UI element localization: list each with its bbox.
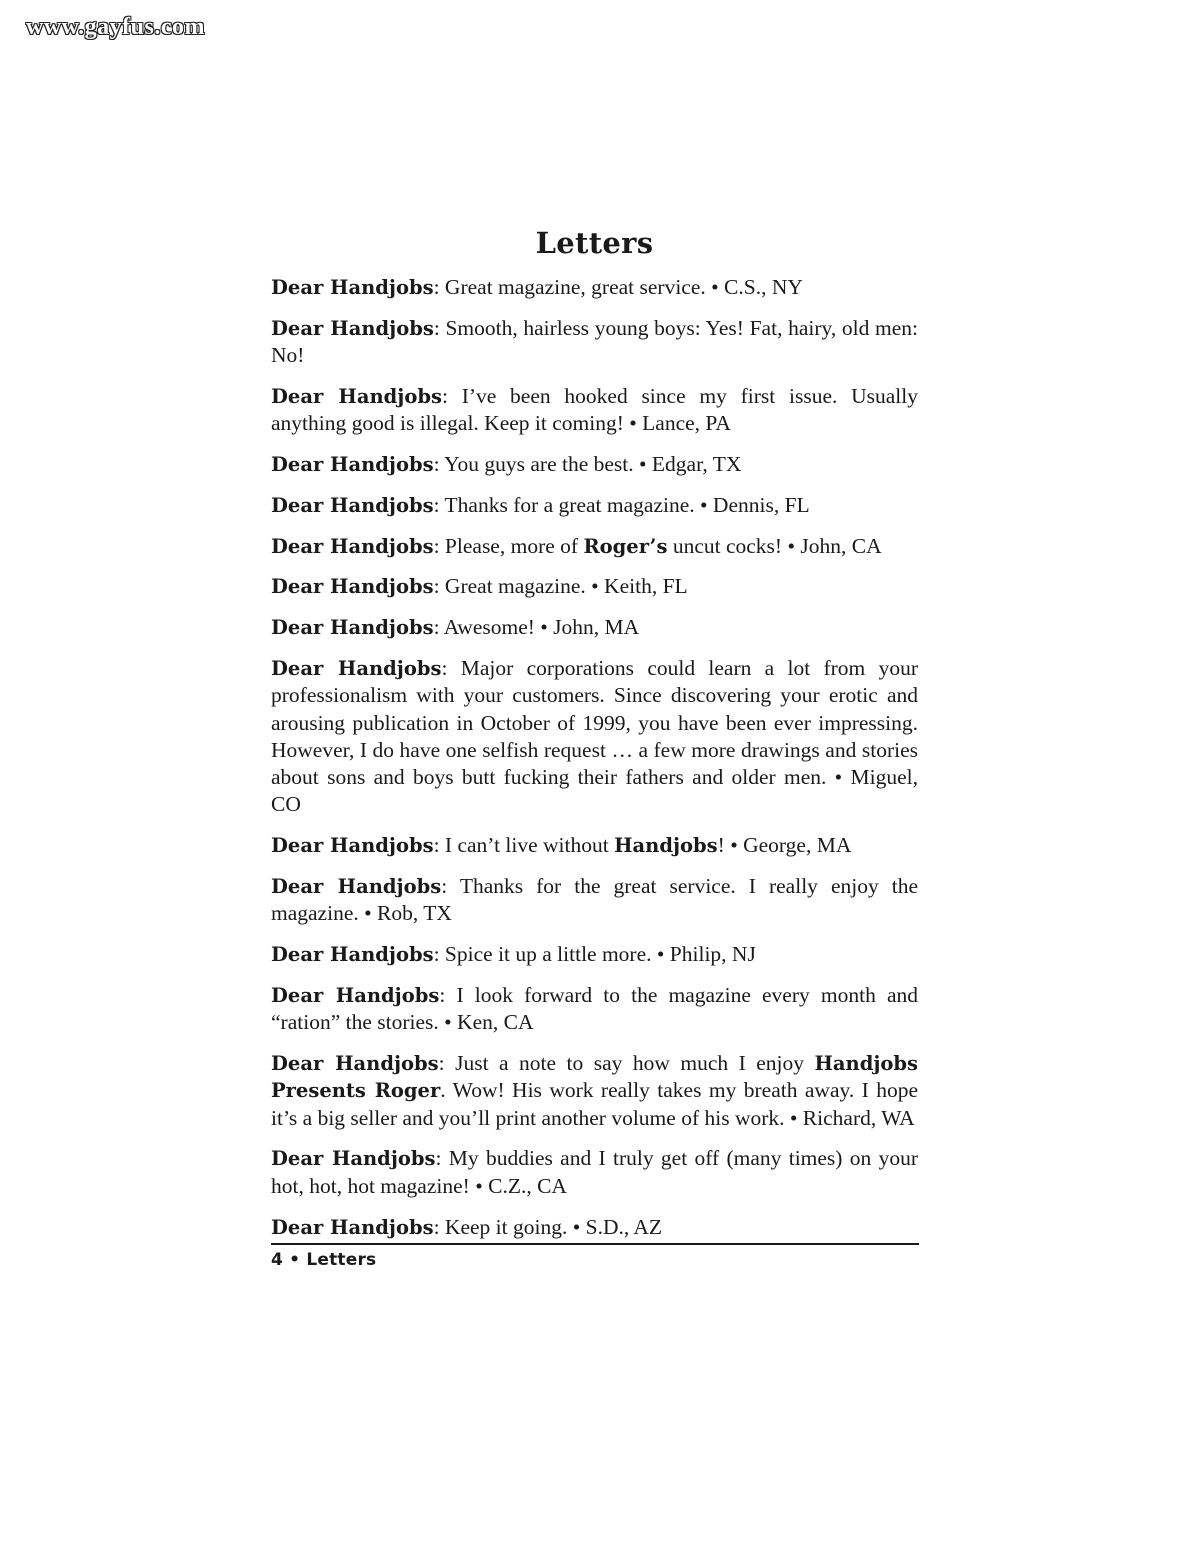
- letters-list: [271, 274, 918, 1241]
- letter-2: Dear Handjobs: Smooth, hairless young boys: Yes! Fat, hairy, old men: No!: [271, 315, 918, 368]
- letter-emphasis: Handjobs: [614, 834, 718, 858]
- letter-9: Dear Handjobs: Major corporations could learn a lot from your professionalism with your customers. Since discovering your erotic and arousing publication in October of 1999, you have been ever impressing. However, I do have one selfish request … a few more drawings and stories about sons and boys butt fucking their fathers and older men. • Miguel, CO: [271, 655, 918, 817]
- salutation: Dear Handjobs: [271, 616, 434, 640]
- salutation: Dear Handjobs: [271, 534, 434, 558]
- letter-body: You guys are the best. • Edgar, TX: [444, 451, 742, 476]
- letter-body: Great magazine, great service. • C.S., NY: [444, 275, 803, 299]
- letter-3: Dear Handjobs: I’ve been hooked since my first issue. Usually anything good is illegal. Keep it coming! • Lance, PA: [271, 383, 919, 436]
- letter-8: Dear Handjobs: Awesome! • John, MA: [271, 615, 640, 640]
- letter-10: Dear Handjobs: I can’t live without Handjobs! • George, MA: [271, 833, 852, 858]
- salutation: Dear Handjobs: [271, 1052, 439, 1076]
- letter-4: Dear Handjobs: You guys are the best. • Edgar, TX: [271, 451, 742, 476]
- salutation: Dear Handjobs: [271, 575, 434, 599]
- footer-rule: [271, 1243, 919, 1245]
- letter-body: Awesome! • John, MA: [443, 615, 640, 640]
- salutation: Dear Handjobs: [271, 316, 434, 340]
- salutation: Dear Handjobs: [271, 656, 442, 680]
- letter-12: Dear Handjobs: Spice it up a little more. • Philip, NJ: [271, 942, 756, 967]
- letter-16: Dear Handjobs: Keep it going. • S.D., AZ: [271, 1214, 663, 1239]
- letter-body: Great magazine. • Keith, FL: [444, 574, 688, 599]
- salutation: Dear Handjobs: [271, 834, 434, 858]
- letter-1: Dear Handjobs: Great magazine, great service. • C.S., NY: [271, 275, 803, 299]
- letter-body: Smooth, hairless young boys: Yes! Fat, hairy, old men: No!: [271, 315, 918, 368]
- page-title: Letters: [535, 226, 654, 260]
- letter-15: Dear Handjobs: My buddies and I truly get off (many times) on your hot, hot, hot magazine! • C.Z., CA: [271, 1146, 918, 1198]
- letter-body: Thanks for the great service. I really enjoy the magazine. • Rob, TX: [271, 874, 918, 926]
- letter-body: Major corporations could learn a lot from your professionalism with your customers. Since discovering your erotic and arousing publication in October of 1999, you have been ever impressing. However, I do have one selfish request … a few more drawings and stories about sons and boys butt fucking their fathers and older men. • Miguel, CO: [271, 655, 918, 817]
- letter-body: I can’t live without: [444, 833, 615, 858]
- salutation: Dear Handjobs: [271, 493, 434, 517]
- letter-body: Just a note to say how much I enjoy: [455, 1051, 815, 1076]
- letter-body: I look forward to the magazine every month and “ration” the stories. • Ken, CA: [271, 982, 918, 1035]
- salutation: Dear Handjobs: [271, 943, 434, 967]
- letter-body: Keep it going. • S.D., AZ: [444, 1214, 663, 1239]
- letter-14: Dear Handjobs: Just a note to say how much I enjoy Handjobs Presents Roger. Wow! His work really takes my breath away. I hope it’s a big seller and you’ll print another volume of his work. • Richard, WA: [271, 1051, 918, 1130]
- salutation: Dear Handjobs: [271, 983, 440, 1007]
- page-footer: 4 • Letters: [271, 1249, 377, 1270]
- letter-body: uncut cocks! • John, CA: [667, 533, 882, 558]
- letter-body: . Wow! His work really takes my breath away. I hope it’s a big seller and you’ll print another volume of his work. • Richard, WA: [271, 1078, 918, 1130]
- letter-body: Spice it up a little more. • Philip, NJ: [444, 942, 756, 967]
- letter-emphasis: Handjobs Presents Roger: [271, 1052, 918, 1103]
- letter-body: ! • George, MA: [717, 833, 852, 858]
- letter-5: Dear Handjobs: Thanks for a great magazine. • Dennis, FL: [271, 492, 810, 517]
- salutation: Dear Handjobs: [271, 384, 442, 408]
- letter-body: My buddies and I truly get off (many times) on your hot, hot, hot magazine! • C.Z., CA: [271, 1146, 918, 1198]
- letter-7: Dear Handjobs: Great magazine. • Keith, FL: [271, 574, 688, 599]
- letter-body: Please, more of: [444, 533, 584, 558]
- salutation: Dear Handjobs: [271, 452, 434, 476]
- salutation: Dear Handjobs: [271, 875, 442, 899]
- page: [271, 226, 918, 1270]
- salutation: Dear Handjobs: [271, 276, 434, 299]
- letter-13: Dear Handjobs: I look forward to the magazine every month and “ration” the stories. • Ken, CA: [271, 982, 918, 1035]
- letter-body: Thanks for a great magazine. • Dennis, FL: [444, 492, 810, 517]
- letter-6: Dear Handjobs: Please, more of Roger’s uncut cocks! • John, CA: [271, 533, 882, 558]
- watermark: www.gayfus.com: [26, 14, 205, 40]
- letter-body: I’ve been hooked since my first issue. Usually anything good is illegal. Keep it coming! • Lance, PA: [271, 383, 919, 436]
- letter-emphasis: Roger’s: [583, 534, 668, 558]
- letter-11: Dear Handjobs: Thanks for the great service. I really enjoy the magazine. • Rob, TX: [271, 874, 918, 926]
- salutation: Dear Handjobs: [271, 1215, 434, 1239]
- salutation: Dear Handjobs: [271, 1147, 436, 1171]
